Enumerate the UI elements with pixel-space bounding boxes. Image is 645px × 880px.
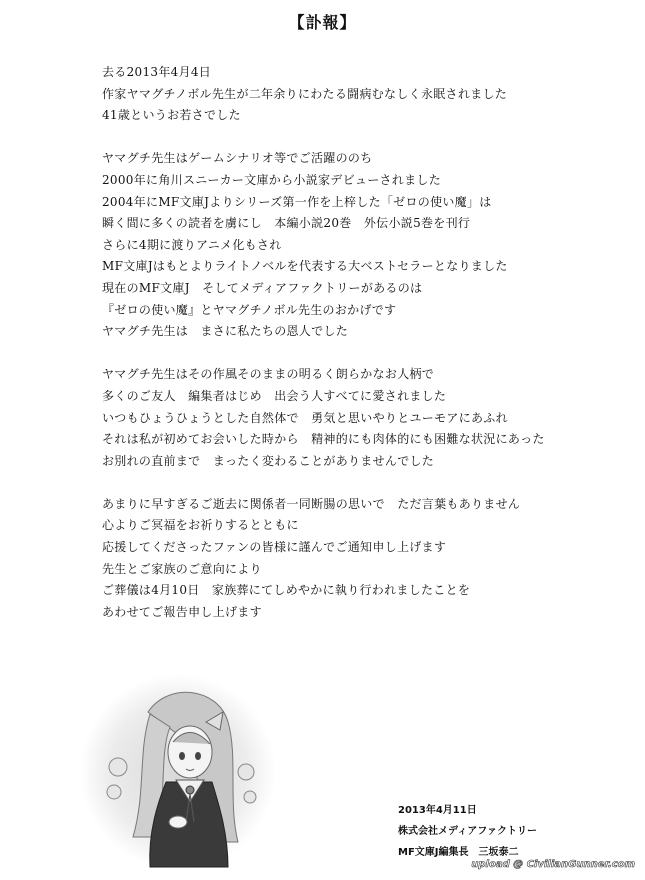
signature-editor: MF文庫J編集長 三坂泰二 (398, 847, 519, 858)
text-line: 多くのご友人 編集者はじめ 出会う人すべてに愛されました (102, 388, 447, 403)
text-line: いつもひょうひょうとした自然体で 勇気と思いやりとユーモアにあふれ (102, 410, 508, 425)
text-line: 応援してくださったファンの皆様に謹んでご通知申し上げます (102, 540, 447, 555)
text-line: 41歳というお若さでした (102, 108, 241, 123)
text-line: それは私が初めてお会いした時から 精神的にも肉体的にも困難な状況にあった (102, 432, 545, 447)
text-line: 去る2013年4月4日 (102, 65, 212, 79)
text-line: 心よりご冥福をお祈りするとともに (102, 518, 299, 533)
paragraph-1 (102, 62, 622, 127)
text-line: 2004年にMF文庫Jよりシリーズ第一作を上梓した「ゼロの使い魔」は (102, 194, 492, 209)
text-line: 瞬く間に多くの読者を虜にし 本編小説20巻 外伝小説5巻を刊行 (102, 216, 471, 231)
text-line: 先生とご家族のご意向により (102, 561, 262, 576)
document-title: 【訃報】 (288, 13, 357, 32)
signature-date: 2013年4月11日 (398, 805, 477, 816)
text-line: お別れの直前まで まったく変わることがありませんでした (102, 453, 435, 468)
text-line: さらに4期に渡りアニメ化もされ (102, 237, 282, 252)
paragraph-4 (102, 494, 622, 624)
document-body (102, 62, 622, 645)
text-line: MF文庫Jはもとよりライトノベルを代表する大ベストセラーとなりました (102, 259, 508, 274)
text-line: 現在のMF文庫J そしてメディアファクトリーがあるのは (102, 280, 423, 295)
text-line: 『ゼロの使い魔』とヤマグチノボル先生のおかげです (102, 302, 397, 317)
paragraph-3 (102, 364, 622, 472)
text-line: ヤマグチ先生は まさに私たちの恩人でした (102, 324, 349, 339)
character-portrait-icon (78, 672, 278, 872)
text-line: 作家ヤマグチノボル先生が二年余りにわたる闘病むなしく永眠されました (102, 86, 508, 101)
text-line: 2000年に角川スニーカー文庫から小説家デビューされました (102, 172, 442, 187)
text-line: ヤマグチ先生はその作風そのままの明るく朗らかなお人柄で (102, 367, 435, 382)
text-line: あわせてご報告申し上げます (102, 604, 262, 619)
text-line: ご葬儀は4月10日 家族葬にてしめやかに執り行われましたことを (102, 583, 471, 598)
text-line: ヤマグチ先生はゲームシナリオ等でご活躍ののち (102, 151, 373, 166)
paragraph-2 (102, 148, 622, 342)
signature-block (398, 800, 537, 863)
signature-company: 株式会社メディアファクトリー (398, 826, 537, 837)
text-line: あまりに早すぎるご逝去に関係者一同断腸の思いで ただ言葉もありません (102, 496, 521, 511)
upload-watermark: upload @ CivilianGunner.com (471, 859, 635, 870)
